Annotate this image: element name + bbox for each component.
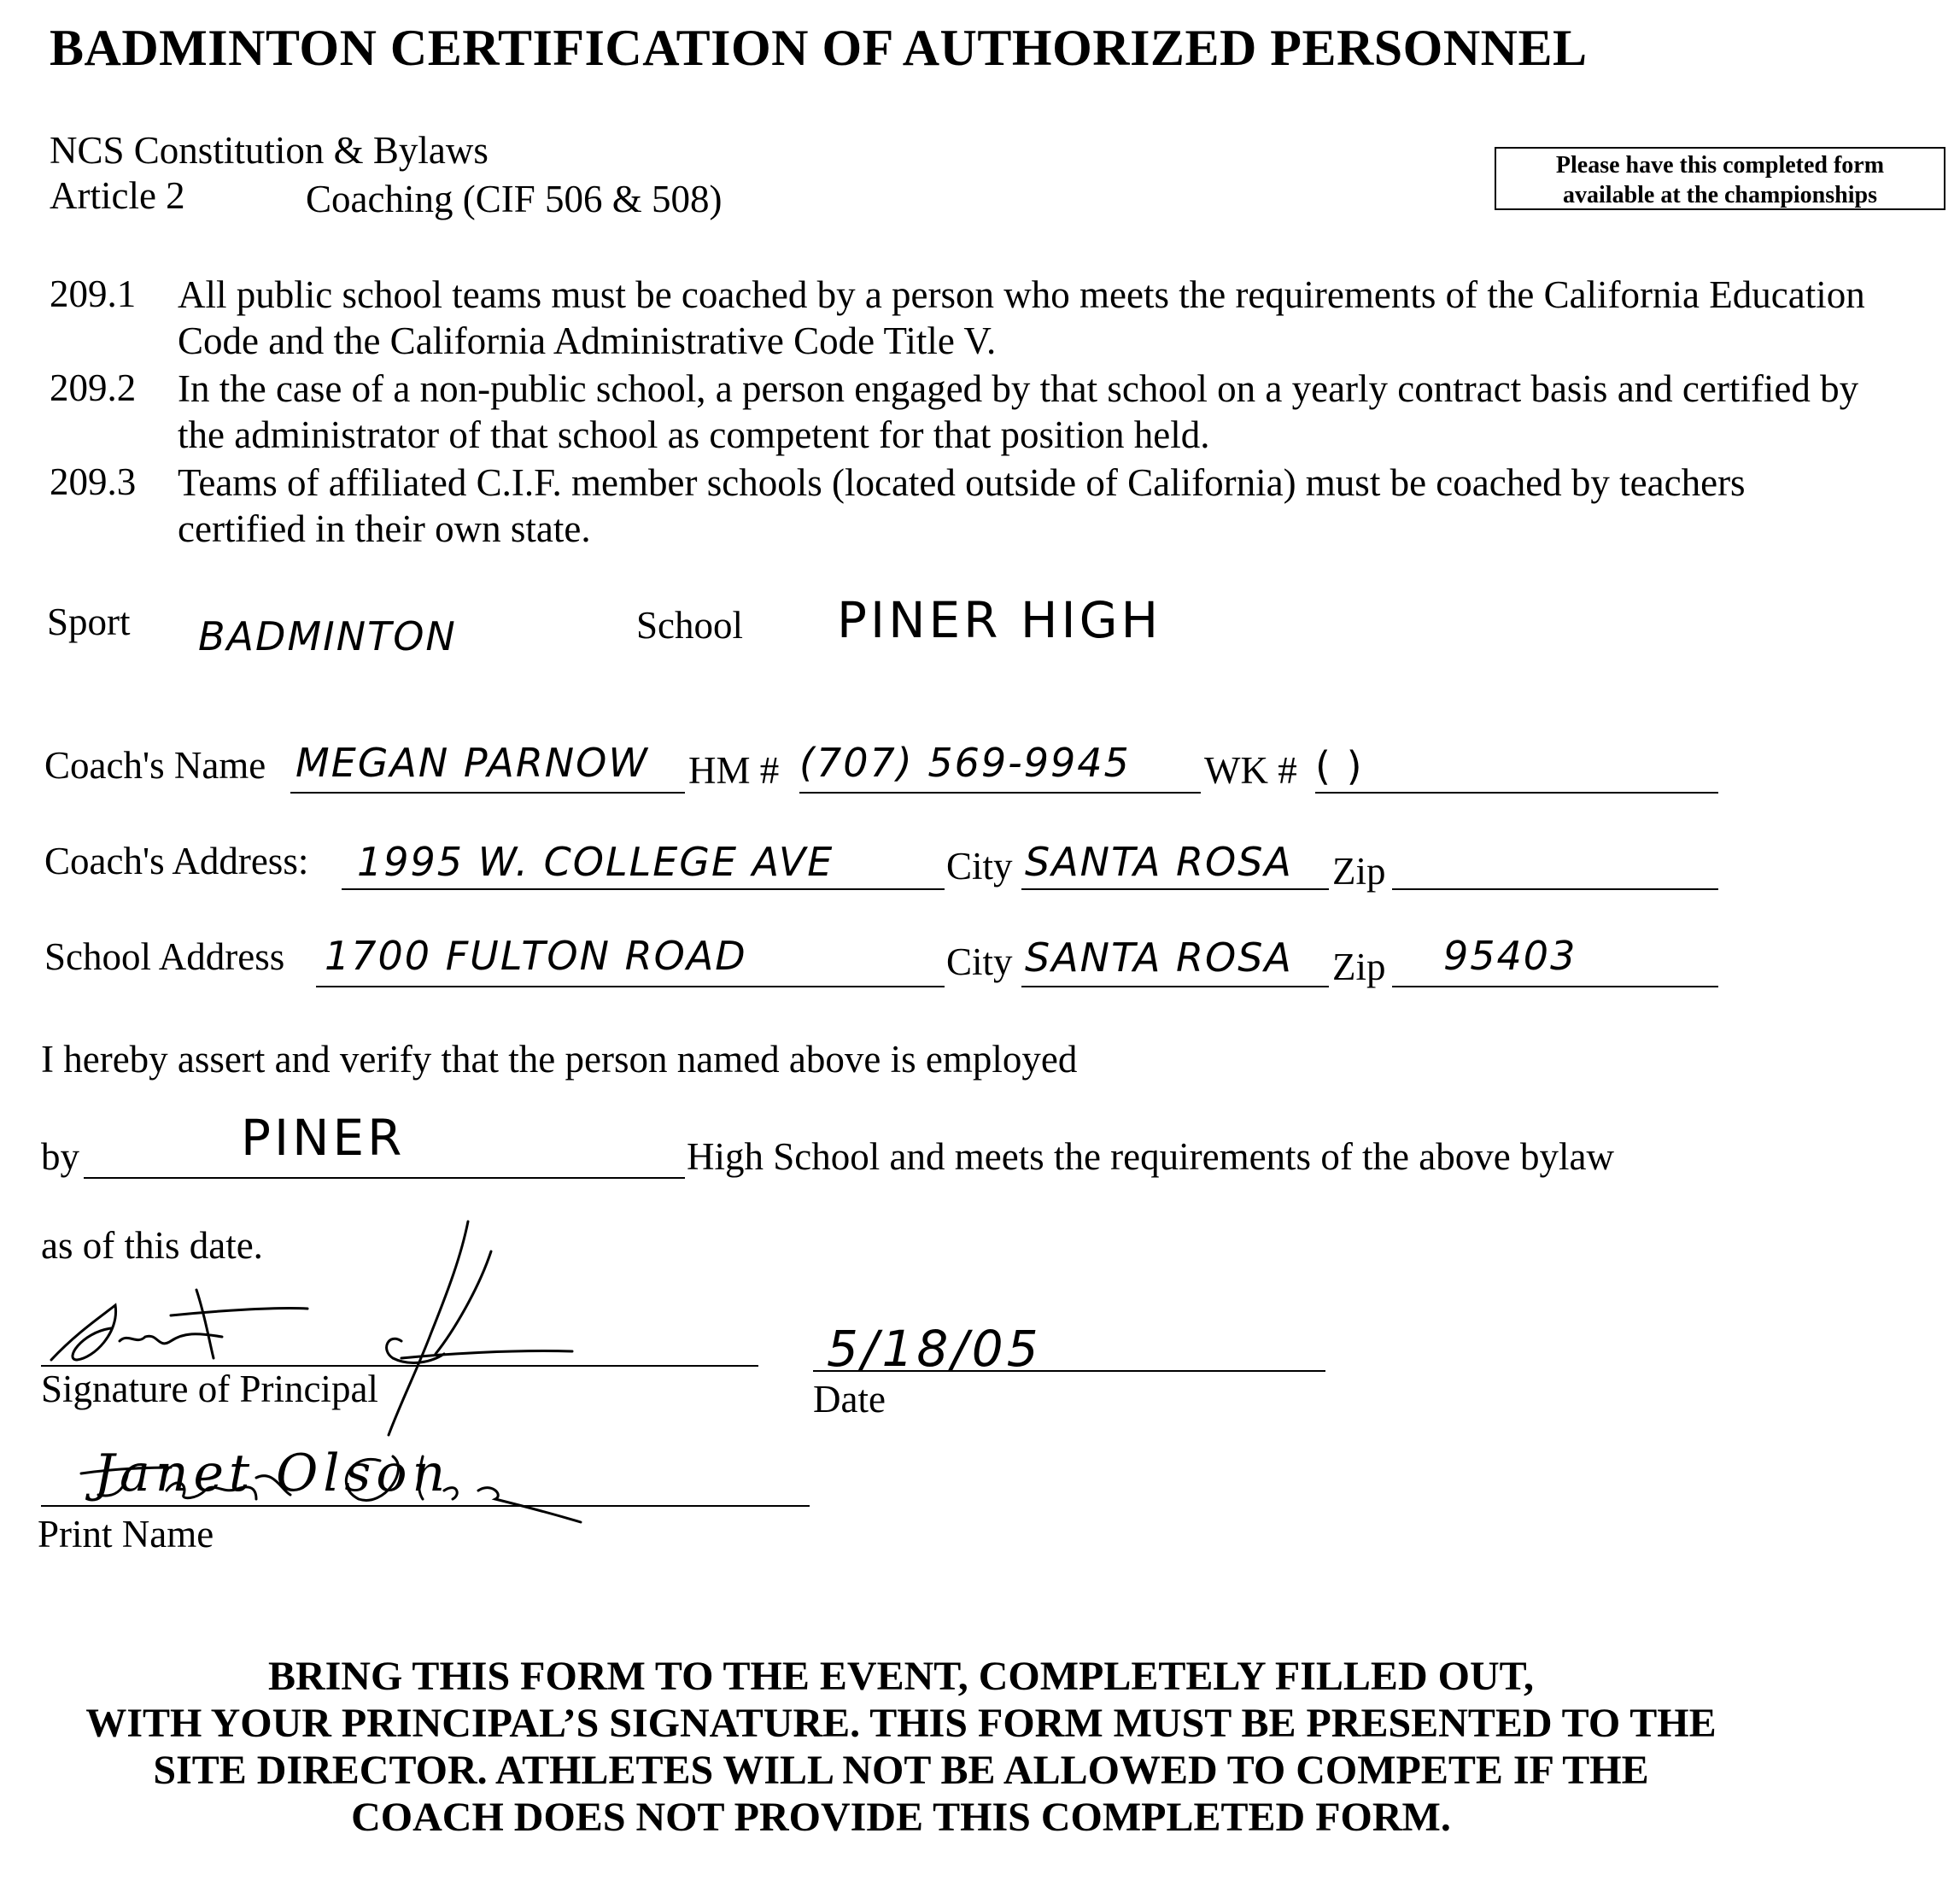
assertion-line-3: as of this date. [41, 1224, 263, 1267]
footer-line-4: COACH DOES NOT PROVIDE THIS COMPLETED FORM. [351, 1795, 1451, 1840]
sport-value[interactable]: BADMINTON [198, 613, 457, 659]
bylaw-text: In the case of a non-public school, a person engaged by that school on a yearly contract basis and certified by the administrator of that school as competent for that position held. [178, 367, 1859, 456]
print-name-label: Print Name [38, 1513, 214, 1555]
by-label: by [41, 1135, 79, 1178]
print-name-value[interactable]: Janet Olson [94, 1444, 451, 1503]
bylaw-text: All public school teams must be coached by a person who meets the requirements of the California Education Code and the California Administrative Code Title V. [178, 273, 1865, 362]
footer-line-2: WITH YOUR PRINCIPAL’S SIGNATURE. THIS FORM MUST BE PRESENTED TO THE [85, 1701, 1717, 1746]
sport-label: Sport [47, 600, 131, 643]
form-title: BADMINTON CERTIFICATION OF AUTHORIZED PERSONNEL [50, 20, 1588, 76]
assertion-line-1: I hereby assert and verify that the person named above is employed [41, 1038, 1078, 1081]
coach-address-value[interactable]: 1995 W. COLLEGE AVE [357, 839, 834, 885]
constitution-label: NCS Constitution & Bylaws [50, 129, 489, 172]
bylaw-text: Teams of affiliated C.I.F. member schools (located outside of California) must be coached by teachers certified in their own state. [178, 461, 1746, 550]
hm-value[interactable]: (707) 569-9945 [799, 740, 1131, 786]
signature-label: Signature of Principal [41, 1368, 378, 1410]
bylaw-number: 209.2 [50, 366, 137, 409]
article-label: Article 2 [50, 174, 185, 217]
school-value[interactable]: PINER HIGH [837, 591, 1162, 649]
footer-line-3: SITE DIRECTOR. ATHLETES WILL NOT BE ALLOWED TO COMPETE IF THE [153, 1748, 1649, 1793]
date-value[interactable]: 5/18/05 [827, 1320, 1042, 1378]
hm-label: HM # [688, 749, 780, 792]
print-name-line [41, 1505, 810, 1507]
coach-city-label: City [946, 845, 1013, 887]
school-address-label: School Address [44, 935, 285, 978]
assertion-line-2: High School and meets the requirements of the above bylaw [687, 1135, 1614, 1178]
school-city-label: City [946, 940, 1013, 983]
school-city-value[interactable]: SANTA ROSA [1025, 934, 1293, 981]
coach-name-value[interactable]: MEGAN PARNOW [295, 740, 649, 786]
notice-line-1: Please have this completed form [1555, 152, 1885, 179]
school-zip-label: Zip [1332, 946, 1386, 988]
school-zip-value[interactable]: 95403 [1443, 933, 1577, 979]
bylaw-number: 209.1 [50, 272, 137, 315]
footer-instructions [0, 1653, 1802, 1841]
coach-zip-label: Zip [1332, 850, 1386, 893]
article-title: Coaching (CIF 506 & 508) [306, 178, 723, 220]
wk-label: WK # [1204, 749, 1297, 792]
by-value[interactable]: PINER [241, 1109, 406, 1167]
coach-city-value[interactable]: SANTA ROSA [1025, 839, 1293, 885]
school-address-value[interactable]: 1700 FULTON ROAD [325, 933, 747, 979]
school-label: School [636, 604, 744, 647]
wk-value[interactable]: ( ) [1315, 743, 1364, 789]
coach-name-label: Coach's Name [44, 744, 266, 787]
date-label: Date [813, 1378, 886, 1421]
footer-line-1: BRING THIS FORM TO THE EVENT, COMPLETELY FILLED OUT, [267, 1654, 1535, 1699]
notice-line-2: available at the championships [1563, 182, 1877, 208]
coach-address-label: Coach's Address: [44, 840, 309, 882]
bylaw-number: 209.3 [50, 460, 137, 503]
